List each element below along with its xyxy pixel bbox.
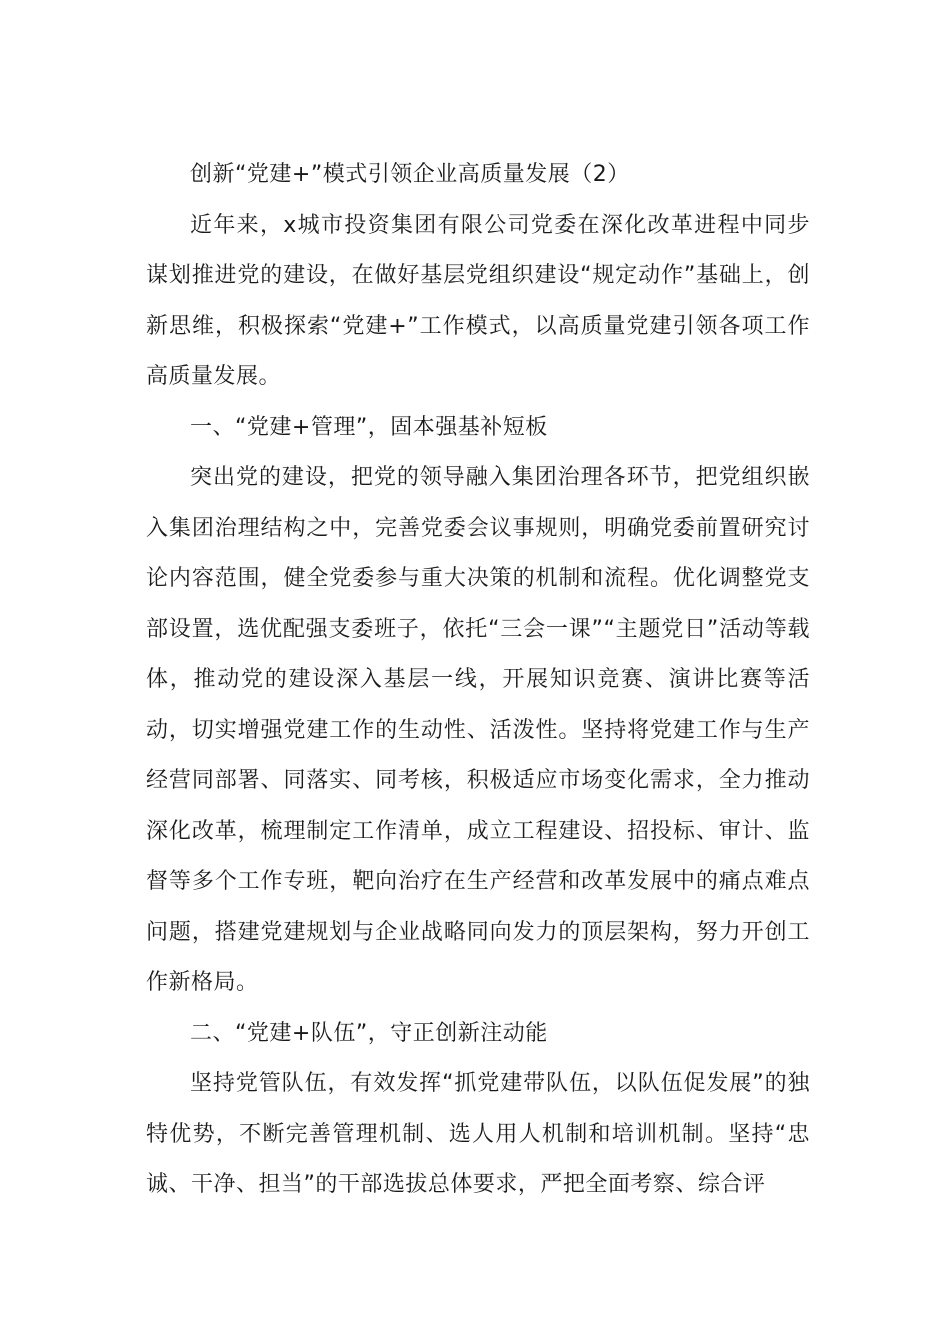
section-2-paragraph: 坚持党管队伍，有效发挥“抓党建带队伍，以队伍促发展”的独特优势，不断完善管理机制、选人用人机制和培训机制。坚持“忠诚、干净、担当”的干部选拔总体要求，严把全面考察、综合评 [146,1071,810,1197]
document-body [146,150,810,1211]
section-heading-1: 一、“党建+管理”，固本强基补短板 [190,414,548,440]
section-heading-2: 二、“党建+队伍”，守正创新注动能 [190,1020,548,1046]
document-title: 创新“党建+”模式引领企业高质量发展（2） [190,162,630,187]
section-1-paragraph: 突出党的建设，把党的领导融入集团治理各环节，把党组织嵌入集团治理结构之中，完善党委会议事规则，明确党委前置研究讨论内容范围，健全党委参与重大决策的机制和流程。优化调整党支部设置，选优配强支委班子，依托“三会一课”“主题党日”活动等载体，推动党的建设深入基层一线，开展知识竞赛、演讲比赛等活动，切实增强党建工作的生动性、活泼性。坚持将党建工作与生产经营同部署、同落实、同考核，积极适应市场变化需求，全力推动深化改革，梳理制定工作清单，成立工程建设、招投标、审计、监督等多个工作专班，靶向治疗在生产经营和改革发展中的痛点难点问题，搭建党建规划与企业战略同向发力的顶层架构，努力开创工作新格局。 [146,465,810,995]
intro-paragraph: 近年来，x城市投资集团有限公司党委在深化改革进程中同步谋划推进党的建设，在做好基层党组织建设“规定动作”基础上，创新思维，积极探索“党建+”工作模式，以高质量党建引领各项工作高质量发展。 [146,212,810,389]
